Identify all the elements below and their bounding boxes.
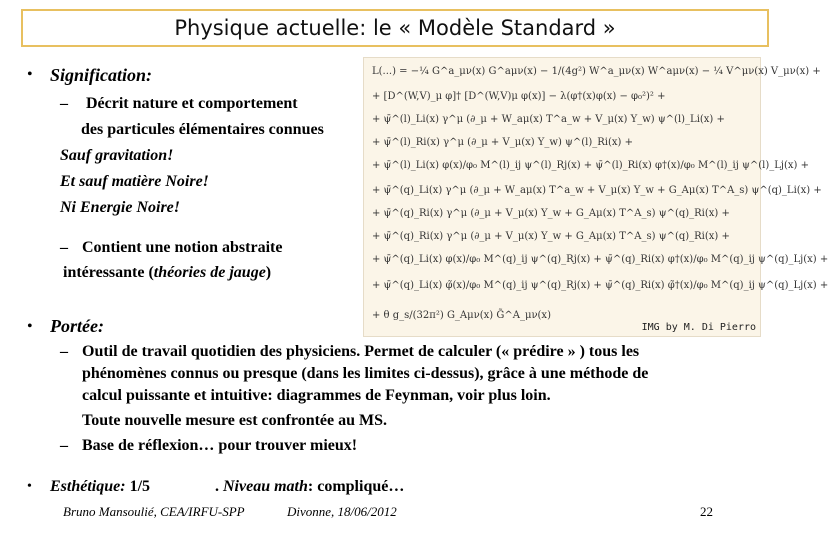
equation-line: + θ g_s/(32π²) G_Aμν(x) G̃^A_μν(x): [372, 310, 551, 321]
niveau-value: : compliqué…: [307, 478, 405, 495]
bullet: •: [27, 318, 33, 335]
outil-line-4: Toute nouvelle mesure est confrontée au MS.: [82, 412, 388, 429]
page-number: 22: [700, 504, 713, 519]
notion-line-1: Contient une notion abstraite: [82, 239, 283, 256]
signification-line-2: des particules élémentaires connues: [81, 121, 324, 138]
base-line: Base de réflexion… pour trouver mieux!: [82, 437, 358, 454]
niveau-label: Niveau math: [223, 478, 308, 495]
notion-line-2-post: ): [265, 264, 272, 281]
equation-line: + ψ̄^(q)_Li(x) φ(x)/φ₀ M^(q)_ij ψ^(q)_Rj(x) + ψ̄^(q)_Ri(x) φ†(x)/φ₀ M^(q)_ij ψ^(q)_Lj(x) +: [372, 254, 828, 265]
slide-title: Physique actuelle: le « Modèle Standard »: [174, 16, 616, 40]
notion-line-2: [63, 264, 271, 282]
lagrangian-image: [363, 57, 828, 337]
dash: –: [60, 95, 68, 112]
footer-author: Bruno Mansoulié, CEA/IRFU-SPP: [63, 504, 245, 519]
esthetique-label: Esthétique:: [50, 478, 126, 495]
slide-title-box: [21, 9, 769, 47]
outil-line-2: phénomènes connus ou presque (dans les limites ci-dessus), grâce à une méthode de: [82, 365, 649, 382]
notion-line-2-em: théories de jauge: [153, 264, 266, 281]
portee-label: Portée:: [50, 316, 104, 336]
niveau-sep: .: [215, 478, 219, 495]
signification-line-3: Sauf gravitation!: [60, 147, 174, 164]
equation-line: + ψ̄^(q)_Li(x) γ^μ (∂_μ + W_aμ(x) T^a_w + V_μ(x) Y_w + G_Aμ(x) T^A_s) ψ^(q)_Li(x) +: [372, 185, 822, 196]
equation-line: + ψ̄^(q)_Ri(x) γ^μ (∂_μ + V_μ(x) Y_w + G_Aμ(x) T^A_s) ψ^(q)_Ri(x) +: [372, 231, 730, 242]
equation-line: L(...) = −¼ G^a_μν(x) G^aμν(x) − 1/(4g²) W^a_μν(x) W^aμν(x) − ¼ V^μν(x) V_μν(x) +: [372, 66, 821, 77]
bullet: •: [27, 479, 32, 494]
image-credit: IMG by M. Di Pierro: [641, 322, 756, 333]
notion-line-2-pre: intéressante (: [63, 264, 154, 281]
outil-line-1: Outil de travail quotidien des physiciens. Permet de calculer (« prédire » ) tous les: [82, 343, 640, 360]
bullet: •: [27, 66, 33, 83]
equation-line: + [D^(W,V)_μ φ]† [D^(W,V)μ φ(x)] − λ(φ†(x)φ(x) − φ₀²)² +: [372, 91, 666, 102]
niveau-line: [215, 478, 404, 496]
equation-line: + ψ̄^(l)_Li(x) φ(x)/φ₀ M^(l)_ij ψ^(l)_Rj(x) + ψ̄^(l)_Ri(x) φ†(x)/φ₀ M^(l)_ij ψ^(l)_Lj(x) +: [372, 160, 810, 171]
equation-line: + ψ̄^(l)_Li(x) γ^μ (∂_μ + W_aμ(x) T^a_w + V_μ(x) Y_w) ψ^(l)_Li(x) +: [372, 114, 725, 125]
outil-line-3: calcul puissante et intuitive: diagrammes de Feynman, voir plus loin.: [82, 387, 551, 404]
esthetique-line: [50, 478, 150, 496]
dash: –: [60, 343, 68, 360]
footer-place-date: Divonne, 18/06/2012: [287, 504, 397, 519]
signification-line-1: Décrit nature et comportement: [86, 95, 298, 112]
dash: –: [60, 239, 68, 256]
signification-line-4: Et sauf matière Noire!: [60, 173, 209, 190]
equation-line: + ψ̄^(q)_Ri(x) γ^μ (∂_μ + V_μ(x) Y_w + G_Aμ(x) T^A_s) ψ^(q)_Ri(x) +: [372, 208, 730, 219]
esthetique-value: 1/5: [129, 478, 151, 495]
equation-line: + ψ̄^(l)_Ri(x) γ^μ (∂_μ + V_μ(x) Y_w) ψ^(l)_Ri(x) +: [372, 137, 634, 148]
signification-line-5: Ni Energie Noire!: [60, 199, 180, 216]
dash: –: [60, 437, 68, 454]
signification-label: Signification:: [50, 65, 153, 85]
equation-line: + ψ̄^(q)_Li(x) φ̃(x)/φ₀ M^(q)_ij ψ^(q)_Rj(x) + ψ̄^(q)_Ri(x) φ̃†(x)/φ₀ M^(q)_ij ψ^(q)_Lj(x) +: [372, 280, 828, 291]
